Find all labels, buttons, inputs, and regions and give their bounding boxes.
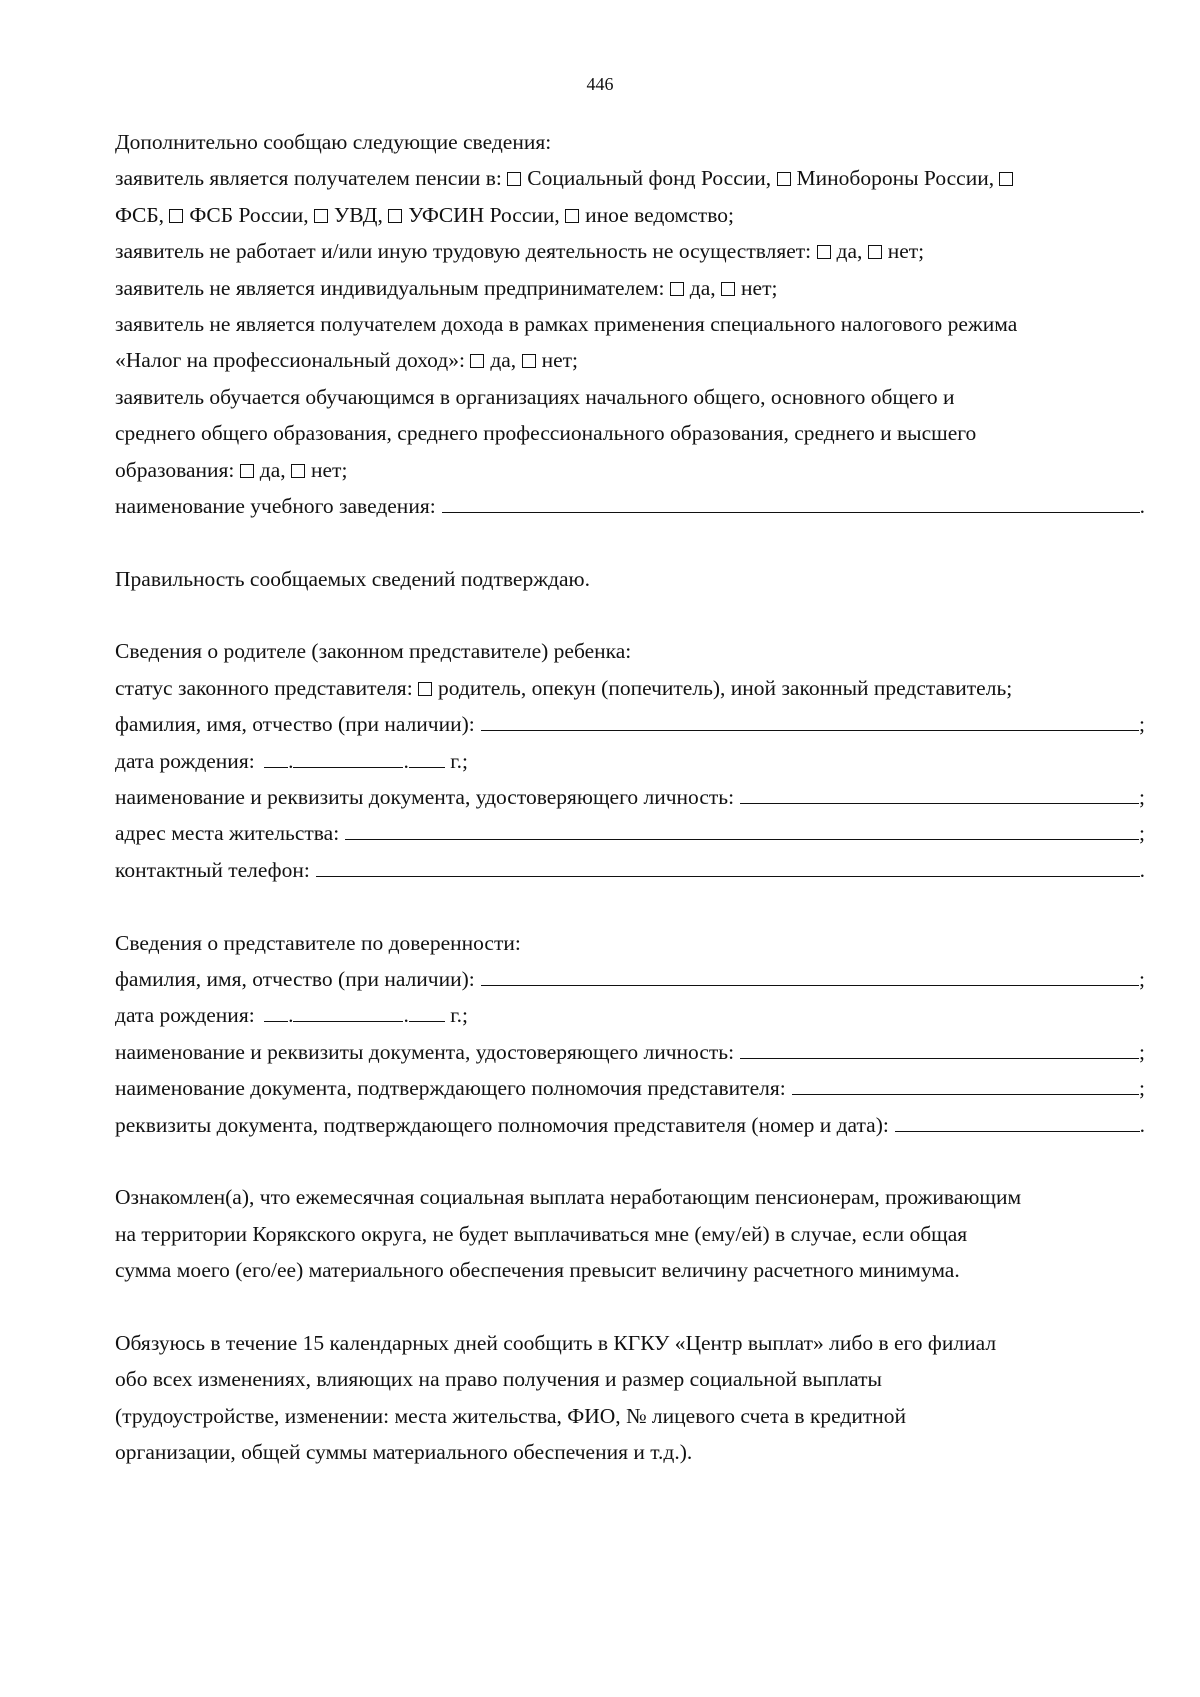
proxy-doc-blank[interactable] <box>740 1036 1139 1059</box>
checkbox-minoborony[interactable] <box>777 172 791 186</box>
parent-birth-month-blank[interactable] <box>293 745 403 768</box>
proxy-birth-label: дата рождения: <box>115 1003 255 1028</box>
proxy-authority-doc-label: наименование документа, подтверждающего полномочия представителя: <box>115 1076 786 1101</box>
end-semicolon: ; <box>1139 966 1145 991</box>
page-number: 446 <box>586 74 614 94</box>
confirmation-text: Правильность сообщаемых сведений подтверждаю. <box>115 566 590 591</box>
parent-doc-blank[interactable] <box>740 781 1139 804</box>
date-dot: . <box>403 748 409 773</box>
student-line-3 <box>115 452 1145 488</box>
end-semicolon: ; <box>1139 785 1145 810</box>
student-line-1: заявитель обучается обучающимся в организациях начального общего, основного общего и <box>115 384 955 409</box>
npd-label: «Налог на профессиональный доход»: <box>115 348 465 373</box>
parent-phone-label: контактный телефон: <box>115 857 310 882</box>
checkbox-not-working-no[interactable] <box>868 245 882 259</box>
option-other-agency: иное ведомство; <box>585 202 734 227</box>
parent-status-line <box>115 670 1145 706</box>
checkbox-social-fund[interactable] <box>507 172 521 186</box>
option-ufsin: УФСИН России, <box>408 202 560 227</box>
option-minoborony: Минобороны России, <box>796 166 995 191</box>
parent-status-value: родитель, опекун (попечитель), иной законный представитель; <box>438 675 1013 700</box>
yes-label: да, <box>259 457 286 482</box>
obligation-line-3: (трудоустройстве, изменении: места жительства, ФИО, № лицевого счета в кредитной <box>115 1403 907 1428</box>
checkbox-npd-no[interactable] <box>522 354 536 368</box>
proxy-fio-label: фамилия, имя, отчество (при наличии): <box>115 966 475 991</box>
parent-fio-blank[interactable] <box>481 708 1139 731</box>
checkbox-student-yes[interactable] <box>240 464 254 478</box>
proxy-authority-doc-blank[interactable] <box>792 1072 1139 1095</box>
parent-phone-blank[interactable] <box>316 854 1140 877</box>
end-period: . <box>1139 493 1145 518</box>
school-name-field <box>115 488 1145 524</box>
parent-address-field <box>115 815 1145 851</box>
parent-fio-field <box>115 706 1145 742</box>
end-period: . <box>1139 857 1145 882</box>
checkbox-not-working-yes[interactable] <box>817 245 831 259</box>
proxy-birth-year-blank[interactable] <box>409 999 445 1022</box>
end-semicolon: ; <box>1139 712 1145 737</box>
proxy-birth-field <box>115 997 1145 1033</box>
proxy-authority-req-label: реквизиты документа, подтверждающего полномочия представителя (номер и дата): <box>115 1112 889 1137</box>
not-working-label: заявитель не работает и/или иную трудовую деятельность не осуществляет: <box>115 239 812 264</box>
parent-doc-label: наименование и реквизиты документа, удостоверяющего личность: <box>115 785 735 810</box>
obligation-line-2: обо всех изменениях, влияющих на право получения и размер социальной выплаты <box>115 1367 882 1392</box>
not-working-line <box>115 233 1145 269</box>
no-label: нет; <box>541 348 578 373</box>
pension-line-2 <box>115 197 1145 233</box>
option-uvd: УВД, <box>334 202 383 227</box>
checkbox-fsb-russia[interactable] <box>169 209 183 223</box>
end-semicolon: ; <box>1139 1076 1145 1101</box>
school-name-label: наименование учебного заведения: <box>115 493 436 518</box>
acknowledgement-line-1: Ознакомлен(а), что ежемесячная социальная выплата неработающим пенсионерам, проживающим <box>115 1185 1022 1210</box>
proxy-birth-day-blank[interactable] <box>264 999 288 1022</box>
parent-birth-label: дата рождения: <box>115 748 255 773</box>
proxy-birth-month-blank[interactable] <box>293 999 403 1022</box>
year-suffix: г.; <box>450 748 468 773</box>
not-ip-line <box>115 270 1145 306</box>
no-label: нет; <box>311 457 348 482</box>
parent-address-blank[interactable] <box>345 817 1139 840</box>
not-ip-label: заявитель не является индивидуальным предпринимателем: <box>115 275 665 300</box>
yes-label: да, <box>836 239 863 264</box>
proxy-doc-label: наименование и реквизиты документа, удостоверяющего личность: <box>115 1039 735 1064</box>
parent-birth-field <box>115 743 1145 779</box>
date-dot: . <box>288 1003 294 1028</box>
pension-line-1 <box>115 160 1145 196</box>
date-dot: . <box>288 748 294 773</box>
checkbox-other-agency[interactable] <box>565 209 579 223</box>
obligation-line-4: организации, общей суммы материального обеспечения и т.д.). <box>115 1440 693 1465</box>
option-fsb-russia: ФСБ России, <box>189 202 309 227</box>
acknowledgement-line-2: на территории Корякского округа, не будет выплачиваться мне (ему/ей) в случае, если общая <box>115 1221 968 1246</box>
parent-phone-field <box>115 852 1145 888</box>
checkbox-fsb[interactable] <box>999 172 1013 186</box>
student-label: образования: <box>115 457 235 482</box>
yes-label: да, <box>490 348 517 373</box>
npd-line-2 <box>115 342 1145 378</box>
proxy-heading: Сведения о представителе по доверенности: <box>115 930 521 955</box>
section1-heading: Дополнительно сообщаю следующие сведения: <box>115 130 552 154</box>
parent-status-label: статус законного представителя: <box>115 675 413 700</box>
option-social-fund: Социальный фонд России, <box>527 166 772 191</box>
parent-birth-day-blank[interactable] <box>264 745 288 768</box>
proxy-fio-field <box>115 961 1145 997</box>
year-suffix: г.; <box>450 1003 468 1028</box>
parent-address-label: адрес места жительства: <box>115 821 340 846</box>
parent-fio-label: фамилия, имя, отчество (при наличии): <box>115 712 475 737</box>
checkbox-not-ip-no[interactable] <box>721 282 735 296</box>
proxy-fio-blank[interactable] <box>481 963 1139 986</box>
end-semicolon: ; <box>1139 1039 1145 1064</box>
checkbox-npd-yes[interactable] <box>470 354 484 368</box>
acknowledgement-line-3: сумма моего (его/ее) материального обеспечения превысит величину расчетного минимума. <box>115 1258 960 1283</box>
no-label: нет; <box>741 275 778 300</box>
parent-heading: Сведения о родителе (законном представителе) ребенка: <box>115 639 632 664</box>
date-dot: . <box>403 1003 409 1028</box>
school-name-blank[interactable] <box>442 490 1140 513</box>
end-semicolon: ; <box>1139 821 1145 846</box>
proxy-authority-req-blank[interactable] <box>895 1109 1140 1132</box>
pension-prefix: заявитель является получателем пенсии в: <box>115 166 502 191</box>
checkbox-ufsin[interactable] <box>388 209 402 223</box>
checkbox-not-ip-yes[interactable] <box>670 282 684 296</box>
document-body <box>115 124 1145 1470</box>
obligation-line-1: Обязуюсь в течение 15 календарных дней сообщить в КГКУ «Центр выплат» либо в его филиал <box>115 1330 997 1355</box>
no-label: нет; <box>887 239 925 264</box>
npd-line-1: заявитель не является получателем дохода в рамках применения специального налогового режима <box>115 311 1018 336</box>
proxy-doc-field <box>115 1034 1145 1070</box>
yes-label: да, <box>689 275 716 300</box>
parent-doc-field <box>115 779 1145 815</box>
proxy-authority-doc-field <box>115 1070 1145 1106</box>
parent-birth-year-blank[interactable] <box>409 745 445 768</box>
student-line-2: среднего общего образования, среднего профессионального образования, среднего и высшего <box>115 421 977 446</box>
checkbox-uvd[interactable] <box>314 209 328 223</box>
checkbox-parent-status[interactable] <box>418 682 432 696</box>
checkbox-student-no[interactable] <box>291 464 305 478</box>
end-period: . <box>1139 1112 1145 1137</box>
proxy-authority-req-field <box>115 1107 1145 1143</box>
option-fsb: ФСБ, <box>115 202 165 227</box>
